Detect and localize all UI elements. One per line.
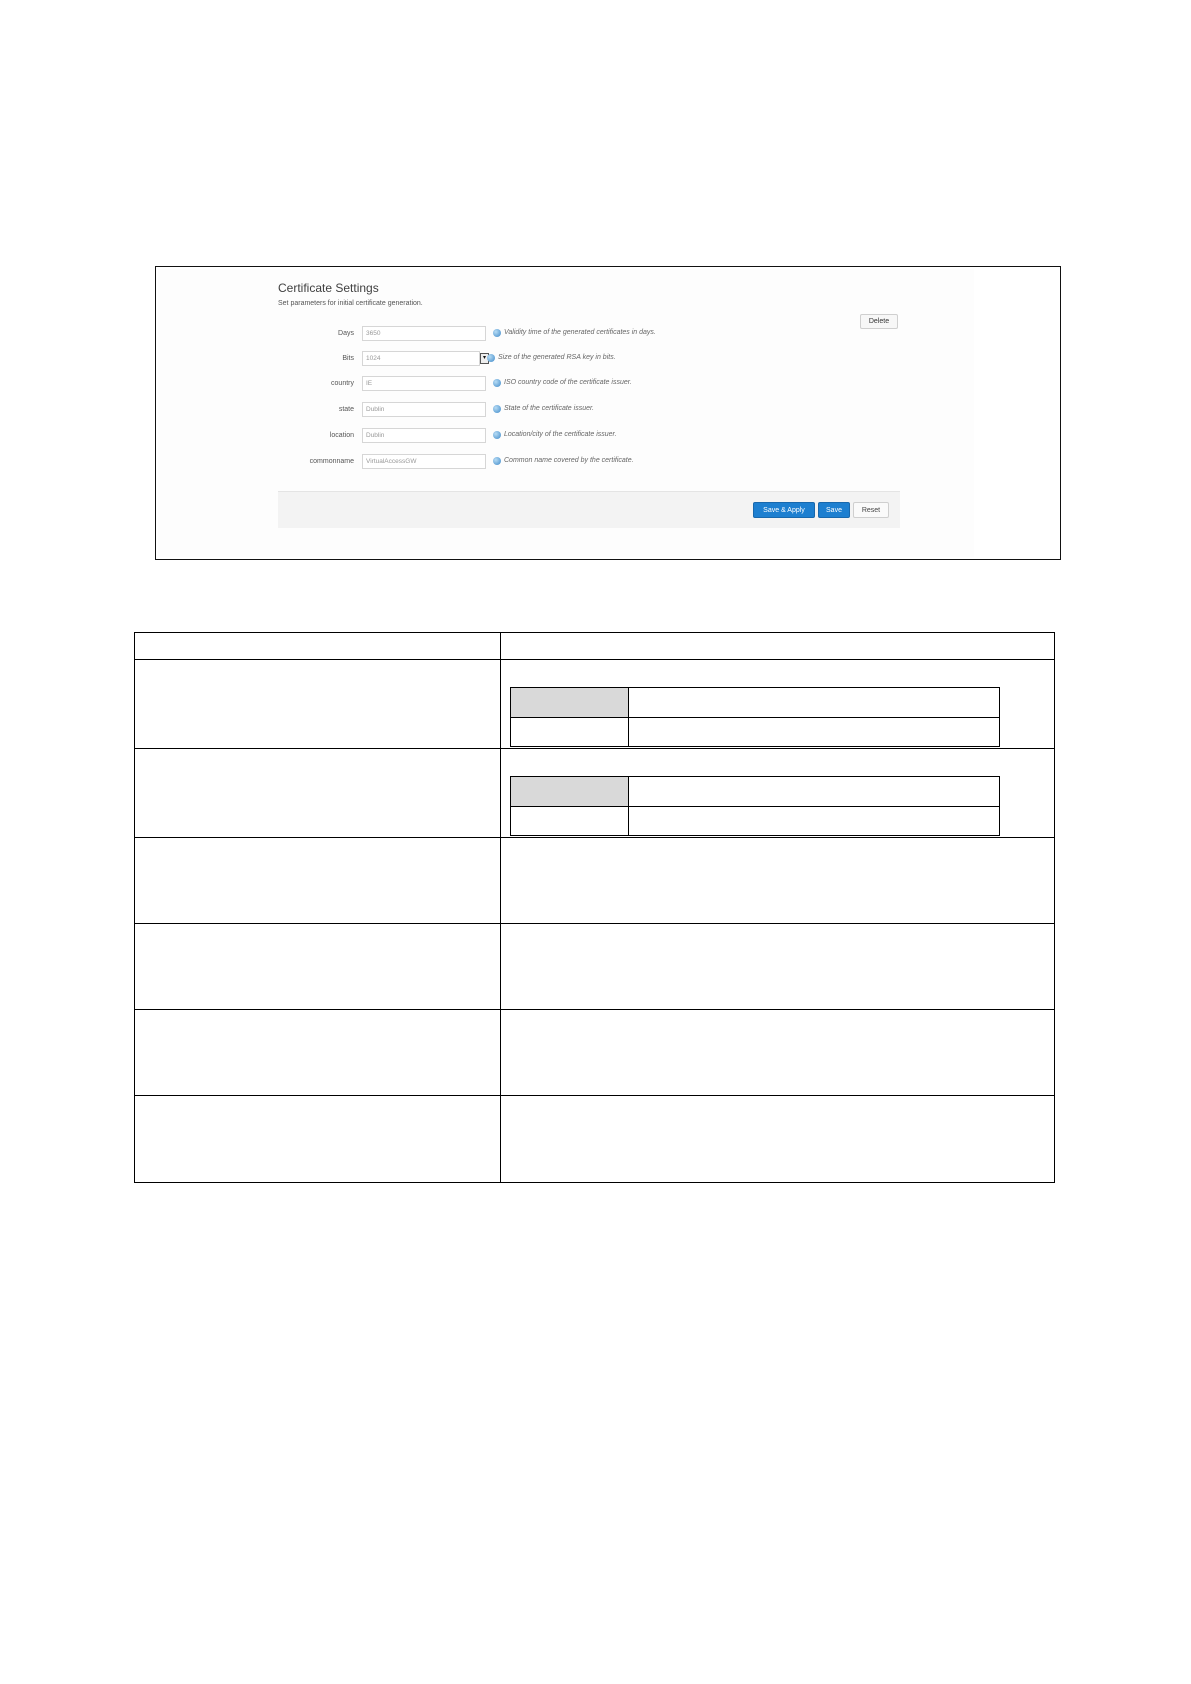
country-input[interactable]: IE [362,376,486,391]
table-row-line [135,748,1054,749]
certificate-settings-screenshot [155,266,1061,560]
screenshot-background [158,269,974,557]
save-apply-button[interactable]: Save & Apply [753,502,815,518]
field-row-location [278,428,900,444]
bits-label: Bits [342,355,354,362]
table-header-line [135,659,1054,660]
table-row-line [135,1009,1054,1010]
commonname-input[interactable]: VirtualAccessGW [362,454,486,469]
info-icon [493,379,501,387]
country-label: country [331,380,354,387]
field-row-days [278,326,900,342]
field-row-state [278,402,900,418]
table-column-divider [500,633,501,1182]
reset-button[interactable]: Reset [853,502,889,518]
save-button[interactable]: Save [818,502,850,518]
state-help: State of the certificate issuer. [504,405,595,412]
sub-table-header-cell [511,777,628,806]
parameter-table [134,632,1055,1183]
bits-help: Size of the generated RSA key in bits. [498,354,616,361]
field-row-country [278,376,900,392]
state-input[interactable]: Dublin [362,402,486,417]
location-help: Location/city of the certificate issuer. [504,431,617,438]
table-row-line [135,837,1054,838]
field-row-bits [278,351,900,367]
value-sub-table [510,776,1000,836]
sub-table-column-divider [628,777,629,835]
days-input[interactable]: 3650 [362,326,486,341]
info-icon [493,329,501,337]
value-sub-table [510,687,1000,747]
commonname-help: Common name covered by the certificate. [504,457,634,464]
info-icon [493,457,501,465]
delete-button[interactable]: Delete [860,314,898,329]
commonname-label: commonname [309,458,354,465]
page-title: Certificate Settings [278,281,379,295]
table-row-line [135,1095,1054,1096]
field-row-commonname [278,454,900,470]
page-subtitle: Set parameters for initial certificate generation. [278,300,423,307]
location-input[interactable]: Dublin [362,428,486,443]
action-bar [278,491,900,528]
info-icon [493,405,501,413]
bits-select[interactable]: 1024 [362,351,480,366]
days-help: Validity time of the generated certificates in days. [504,329,656,336]
info-icon [493,431,501,439]
country-help: ISO country code of the certificate issuer. [504,379,632,386]
sub-table-header-cell [511,688,628,717]
sub-table-row-line [511,806,999,807]
location-label: location [329,432,354,439]
days-label: Days [338,330,354,337]
info-icon [487,354,495,362]
chevron-down-icon[interactable]: ▾ [480,353,489,364]
sub-table-column-divider [628,688,629,746]
state-label: state [338,406,354,413]
table-row-line [135,923,1054,924]
sub-table-row-line [511,717,999,718]
